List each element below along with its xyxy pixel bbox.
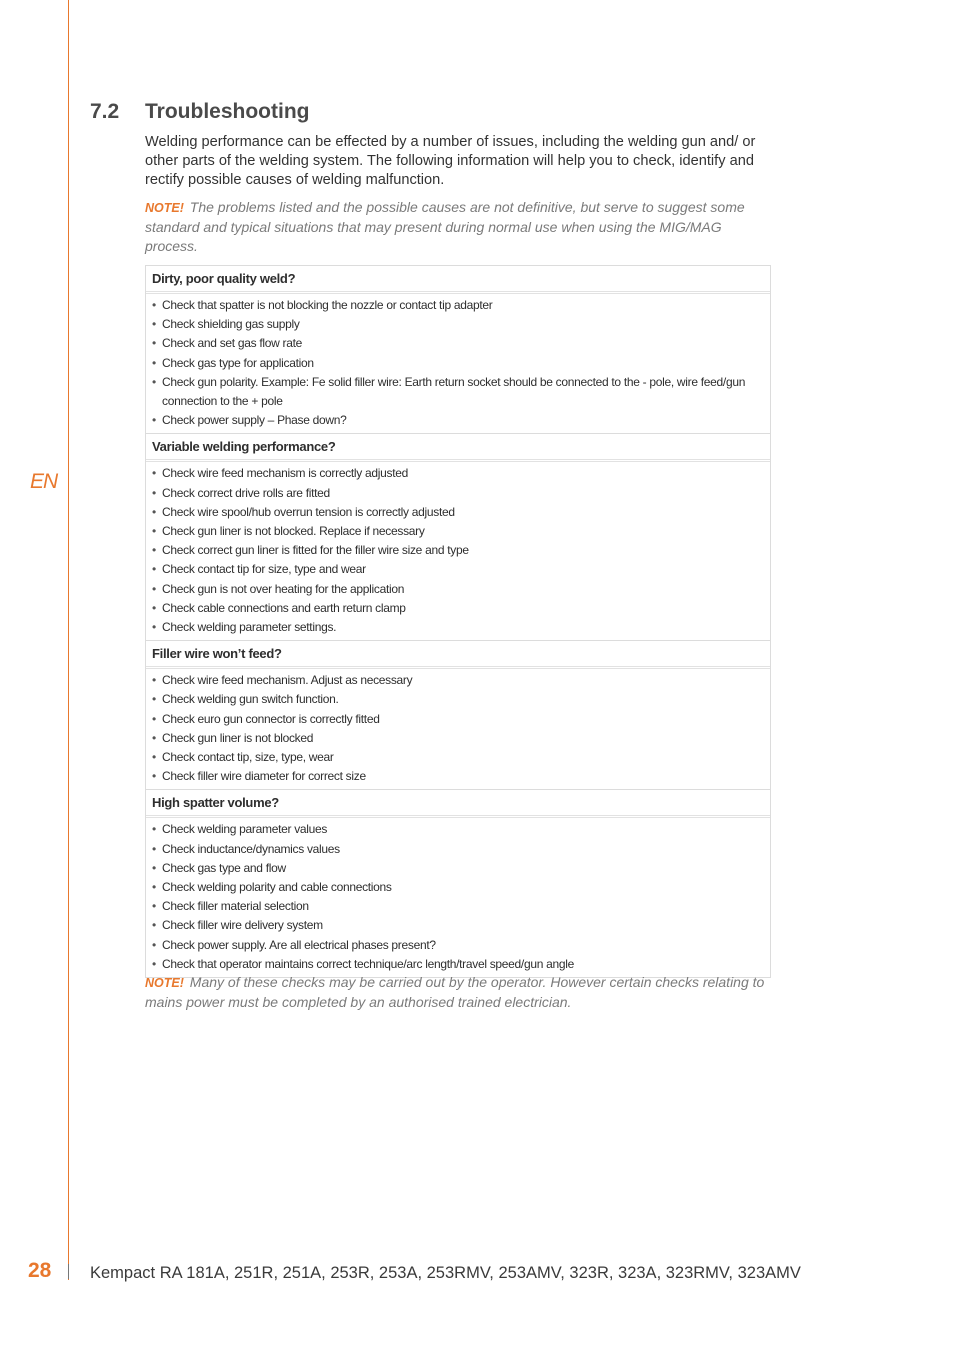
list-item: • Check filler wire diameter for correct size: [152, 767, 760, 786]
note-text: The problems listed and the possible causes are not definitive, but serve to suggest some standard and typical situations that may present during normal use when using the MIG/MAG process.: [145, 199, 745, 254]
group-header: Variable welding performance?: [146, 434, 770, 462]
section-number: 7.2: [90, 100, 120, 123]
list-item: • Check correct gun liner is fitted for the filler wire size and type: [152, 541, 760, 560]
list-item: • Check wire feed mechanism. Adjust as necessary: [152, 671, 760, 690]
checklist: [152, 296, 760, 430]
list-item: • Check power supply – Phase down?: [152, 411, 760, 430]
group-body: [146, 669, 770, 790]
list-item: • Check wire feed mechanism is correctly adjusted: [152, 464, 760, 483]
list-item: • Check welding gun switch function.: [152, 690, 760, 709]
list-item: • Check filler material selection: [152, 897, 760, 916]
group-high-spatter: [146, 790, 770, 977]
list-item: • Check and set gas flow rate: [152, 334, 760, 353]
list-item: • Check euro gun connector is correctly fitted: [152, 710, 760, 729]
group-header: High spatter volume?: [146, 790, 770, 818]
list-item: • Check gun liner is not blocked: [152, 729, 760, 748]
list-item: • Check gun liner is not blocked. Replace if necessary: [152, 522, 760, 541]
list-item: • Check gas type for application: [152, 354, 760, 373]
list-item: • Check cable connections and earth return clamp: [152, 599, 760, 618]
list-item: • Check wire spool/hub overrun tension is correctly adjusted: [152, 503, 760, 522]
group-variable-performance: [146, 434, 770, 641]
list-item: • Check power supply. Are all electrical phases present?: [152, 936, 760, 955]
note-label: NOTE!: [145, 976, 184, 990]
list-item: • Check filler wire delivery system: [152, 916, 760, 935]
footer-separator: [68, 1264, 69, 1279]
note-text: Many of these checks may be carried out by the operator. However certain checks relating to mains power must be completed by an authorised trained electrician.: [145, 974, 765, 1010]
list-item: • Check contact tip for size, type and wear: [152, 560, 760, 579]
list-item: • Check correct drive rolls are fitted: [152, 484, 760, 503]
footer-product-title: Kempact RA 181A, 251R, 251A, 253R, 253A, 253RMV, 253AMV, 323R, 323A, 323RMV, 323AMV: [90, 1264, 801, 1282]
group-body: [146, 294, 770, 434]
list-item: • Check welding parameter values: [152, 820, 760, 839]
list-item: • Check that operator maintains correct technique/arc length/travel speed/gun angle: [152, 955, 760, 974]
intro-paragraph: Welding performance can be effected by a number of issues, including the welding gun and/ or other parts of the welding system. The following information will help you to check, identify and rectify possible causes of welding malfunction.: [145, 134, 756, 188]
section-title: [90, 100, 309, 124]
page-number: 28: [28, 1259, 52, 1282]
troubleshooting-table: [145, 265, 771, 978]
group-body: [146, 462, 770, 641]
list-item: • Check gas type and flow: [152, 859, 760, 878]
list-item: • Check gun is not over heating for the application: [152, 580, 760, 599]
group-wire-wont-feed: [146, 641, 770, 790]
group-header: Dirty, poor quality weld?: [146, 266, 770, 294]
margin-line: [68, 0, 69, 1280]
list-item: • Check contact tip, size, type, wear: [152, 748, 760, 767]
list-item: • Check that spatter is not blocking the nozzle or contact tip adapter: [152, 296, 760, 315]
section-heading: Troubleshooting: [145, 100, 310, 123]
list-item: • Check inductance/dynamics values: [152, 840, 760, 859]
note-bottom: [145, 973, 775, 1012]
group-body: [146, 818, 770, 977]
group-dirty-weld: [146, 266, 770, 434]
list-item: • Check welding parameter settings.: [152, 618, 760, 637]
checklist: [152, 671, 760, 786]
language-tab: EN: [30, 470, 58, 493]
list-item: • Check gun polarity. Example: Fe solid filler wire: Earth return socket should be connected to the - pole, wire feed/gun connection to the + pole: [152, 373, 760, 411]
note-label: NOTE!: [145, 201, 184, 215]
list-item: • Check welding polarity and cable connections: [152, 878, 760, 897]
checklist: [152, 464, 760, 637]
list-item: • Check shielding gas supply: [152, 315, 760, 334]
checklist: [152, 820, 760, 974]
note-top: [145, 198, 775, 256]
group-header: Filler wire won’t feed?: [146, 641, 770, 669]
